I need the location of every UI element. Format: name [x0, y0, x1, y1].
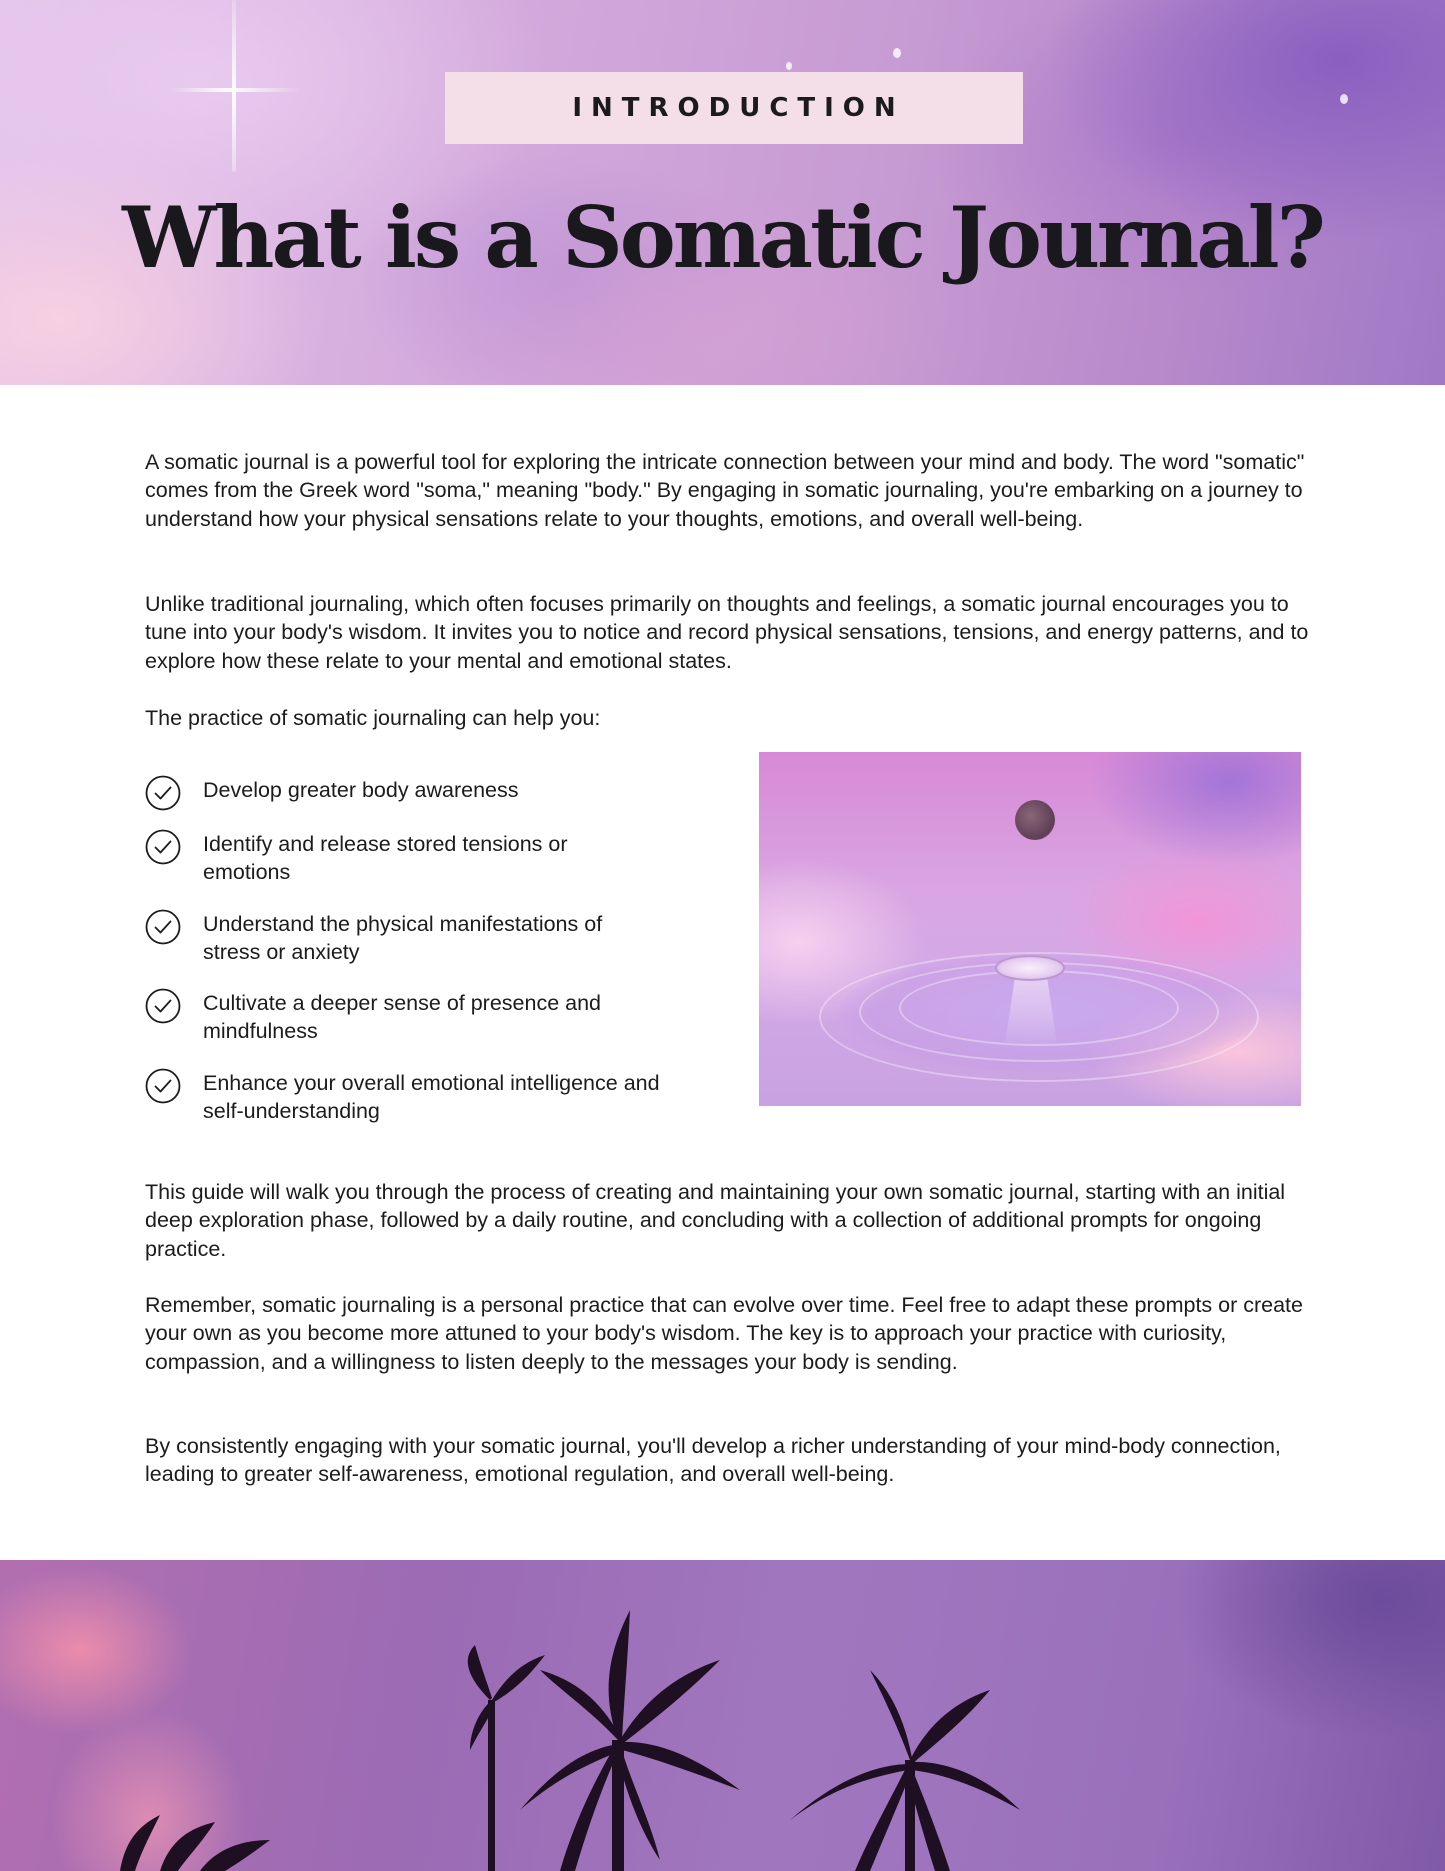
water-drop-photo: [759, 752, 1301, 1106]
check-circle-icon: [145, 775, 181, 811]
guide-overview-paragraph: This guide will walk you through the process of creating and maintaining your own somatic journal, starting with an initial deep exploration phase, followed by a daily routine, and concluding with a collection of additional prompts for ongoing practice.: [145, 1180, 1286, 1261]
sparkle-star-icon: [170, 88, 300, 92]
list-item: [145, 989, 653, 1046]
page-title: What is a Somatic Journal?: [122, 188, 1323, 287]
list-item: [145, 776, 519, 811]
check-circle-icon: [145, 988, 181, 1024]
check-circle-icon: [145, 829, 181, 865]
section-badge: [445, 72, 1023, 144]
reminder-paragraph: Remember, somatic journaling is a personal practice that can evolve over time. Feel free to adapt these prompts or create your own as you become more attuned to your body's wisdom. The key is to approach your practice with curiosity, compassion, and a willingness to listen deeply to the messages your body is sending.: [145, 1293, 1303, 1374]
section-label: INTRODUCTION: [572, 93, 905, 123]
sparkle-star-icon: [232, 0, 236, 172]
list-item: [145, 1069, 683, 1126]
list-item-label: Develop greater body awareness: [203, 778, 519, 802]
header-banner: [0, 0, 1445, 385]
list-item: [145, 910, 663, 967]
palm-trees-photo: [0, 1560, 1445, 1871]
palm-tree-silhouette-icon: [0, 1560, 1445, 1871]
falling-droplet: [1015, 800, 1055, 840]
sparkle-dot-icon: [786, 62, 792, 70]
intro-paragraph: A somatic journal is a powerful tool for exploring the intricate connection between your mind and body. The word "somatic" comes from the Greek word "soma," meaning "body." By engaging in somatic journaling, you're embarking on a journey to understand how your physical sensations relate to your thoughts, emotions, and overall well-being.: [145, 450, 1305, 531]
list-item: [145, 830, 623, 887]
list-item-label: Cultivate a deeper sense of presence and mindfulness: [203, 991, 602, 1044]
comparison-paragraph: Unlike traditional journaling, which often focuses primarily on thoughts and feelings, a somatic journal encourages you to tune into your body's wisdom. It invites you to notice and record physical sensations, tensions, and energy patterns, and to explore how these relate to your mental and emotional states.: [145, 592, 1309, 673]
splash-crown: [995, 955, 1065, 981]
check-circle-icon: [145, 1068, 181, 1104]
sparkle-dot-icon: [1340, 94, 1348, 104]
sparkle-dot-icon: [893, 48, 901, 58]
list-item-label: Identify and release stored tensions or emotions: [203, 832, 568, 885]
list-item-label: Enhance your overall emotional intelligence and self-understanding: [203, 1071, 660, 1124]
check-circle-icon: [145, 909, 181, 945]
benefits-lead-in: The practice of somatic journaling can help you:: [145, 706, 601, 730]
list-item-label: Understand the physical manifestations of stress or anxiety: [203, 912, 603, 965]
closing-paragraph: By consistently engaging with your somatic journal, you'll develop a richer understanding of your mind-body connection, leading to greater self-awareness, emotional regulation, and overall well-being.: [145, 1434, 1281, 1487]
